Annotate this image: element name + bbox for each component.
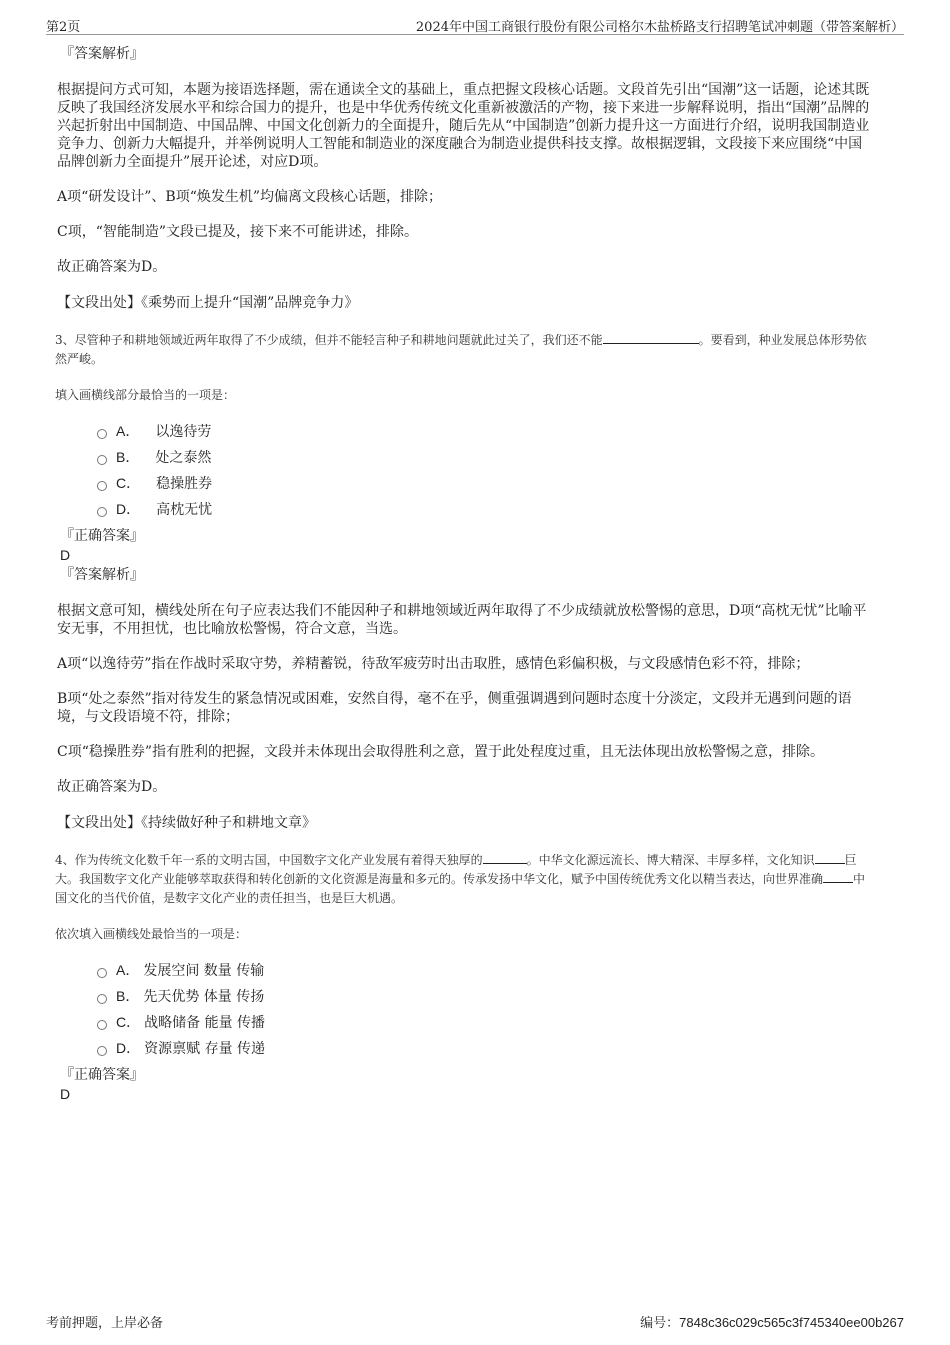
analysis-label: 『答案解析』	[60, 46, 144, 62]
page-number: 第2页	[46, 20, 81, 35]
correct-answer-label: 『正确答案』	[60, 528, 144, 544]
exclude-ab-text: A项“研发设计”、B项“焕发生机”均偏离文段核心话题，排除；	[57, 189, 443, 205]
option-d[interactable]	[97, 496, 870, 522]
radio-button[interactable]	[97, 455, 107, 465]
analysis-label: 『答案解析』	[60, 567, 144, 583]
radio-button[interactable]	[97, 1020, 107, 1030]
option-letter: A．	[116, 962, 140, 978]
conclusion-text: 故正确答案为D。	[57, 779, 167, 795]
option-text: 高枕无忧	[156, 502, 213, 518]
option-d[interactable]	[97, 1035, 870, 1061]
question-4-options	[97, 957, 870, 1061]
option-a[interactable]	[97, 418, 870, 444]
option-letter: C．	[116, 475, 141, 491]
page-content	[57, 44, 870, 1104]
question-4-stem: 4、作为传统文化数千年一系的文明古国，中国数字文化产业发展有着得天独厚的 。中华文化源远流长、博大精深、丰厚多样，文化知识 巨大。我国数字文化产业能够萃取获得和转化创新的文化资源是海量和多元的。传承发扬中华文化，赋予中国传统优秀文化以精当表达，向世界准确 中国文化的当代价值，是数字文化产业的责任担当，也是巨大机遇。	[55, 853, 866, 905]
correct-answer: D	[60, 547, 71, 563]
option-letter: D．	[116, 1040, 141, 1056]
option-text: 资源禀赋 存量 传递	[144, 1041, 266, 1057]
source-text: 【文段出处】《乘势而上提升“国潮”品牌竞争力》	[57, 295, 359, 311]
option-a[interactable]	[97, 957, 870, 983]
option-letter: D．	[116, 501, 141, 517]
answer-blank	[483, 852, 527, 864]
radio-button[interactable]	[97, 481, 107, 491]
question-4-instruction: 依次填入画横线处最恰当的一项是：	[55, 927, 248, 941]
analysis-text: 根据文意可知，横线处所在句子应表达我们不能因种子和耕地领域近两年取得了不少成绩就放松警惕的意思，D项“高枕无忧”比喻平安无事，不用担忧，也比喻放松警惕，符合文意，当选。	[57, 603, 867, 637]
footer-slogan: 考前押题，上岸必备	[46, 1316, 164, 1331]
option-text: 以逸待劳	[155, 424, 212, 440]
document-code	[640, 1312, 904, 1331]
radio-button[interactable]	[97, 994, 107, 1004]
analysis-text: 根据提问方式可知，本题为接语选择题，需在通读全文的基础上，重点把握文段核心话题。文段首先引出“国潮”这一话题，论述其既反映了我国经济发展水平和综合国力的提升，也是中华优秀传统文化重新被激活的产物，接下来进一步解释说明，指出“国潮”品牌的兴起折射出中国制造、中国品牌、中国文化创新力的全面提升，随后先从“中国制造”创新力提升这一方面进行介绍，说明我国制造业竞争力、创新力大幅提升，并举例说明人工智能和制造业的深度融合为制造业提供科技支撑。故根据逻辑，文段接下来应围绕“中国品牌创新力全面提升”展开论述，对应D项。	[57, 82, 870, 170]
question-3-instruction: 填入画横线部分最恰当的一项是：	[55, 388, 236, 402]
option-c[interactable]	[97, 470, 870, 496]
document-title: 2024年中国工商银行股份有限公司格尔木盐桥路支行招聘笔试冲刺题（带答案解析）	[415, 20, 904, 35]
option-text: 处之泰然	[155, 450, 212, 466]
page-header	[46, 14, 904, 35]
option-c[interactable]	[97, 1009, 870, 1035]
correct-answer-label: 『正确答案』	[60, 1067, 144, 1083]
radio-button[interactable]	[97, 968, 107, 978]
answer-blank	[603, 332, 699, 344]
radio-button[interactable]	[97, 429, 107, 439]
correct-answer: D	[60, 1086, 71, 1102]
question-3-stem: 3、尽管种子和耕地领域近两年取得了不少成绩，但并不能轻言种子和耕地问题就此过关了，我们还不能 。要看到，种业发展总体形势依然严峻。	[55, 333, 867, 366]
source-text: 【文段出处】《持续做好种子和耕地文章》	[57, 815, 316, 831]
option-text: 先天优势 体量 传扬	[143, 989, 265, 1005]
exclude-a-text: A项“以逸待劳”指在作战时采取守势，养精蓄锐，待敌军疲劳时出击取胜，感情色彩偏积极，与文段感情色彩不符，排除；	[57, 656, 810, 672]
question-3-options	[97, 418, 870, 522]
option-b[interactable]	[97, 444, 870, 470]
option-letter: B．	[116, 449, 140, 465]
answer-blank	[815, 852, 845, 864]
radio-button[interactable]	[97, 507, 107, 517]
option-text: 稳操胜券	[156, 476, 213, 492]
option-letter: C．	[116, 1014, 141, 1030]
answer-blank	[823, 871, 853, 883]
code-label: 编号：	[640, 1316, 680, 1331]
exclude-b-text: B项“处之泰然”指对待发生的紧急情况或困难，安然自得，毫不在乎，侧重强调遇到问题时态度十分淡定，文段并无遇到问题的语境，与文段语境不符，排除；	[57, 691, 852, 725]
code-value: 7848c36c029c565c3f745340ee00b267	[679, 1315, 904, 1330]
conclusion-text: 故正确答案为D。	[57, 259, 167, 275]
exclude-c-text: C项，“智能制造”文段已提及，接下来不可能讲述，排除。	[57, 224, 419, 240]
option-b[interactable]	[97, 983, 870, 1009]
option-letter: A．	[116, 423, 140, 439]
option-text: 战略储备 能量 传播	[144, 1015, 266, 1031]
radio-button[interactable]	[97, 1046, 107, 1056]
option-text: 发展空间 数量 传输	[143, 963, 265, 979]
exclude-c-text: C项“稳操胜券”指有胜利的把握，文段并未体现出会取得胜利之意，置于此处程度过重，且无法体现出放松警惕之意，排除。	[57, 744, 825, 760]
option-letter: B．	[116, 988, 140, 1004]
